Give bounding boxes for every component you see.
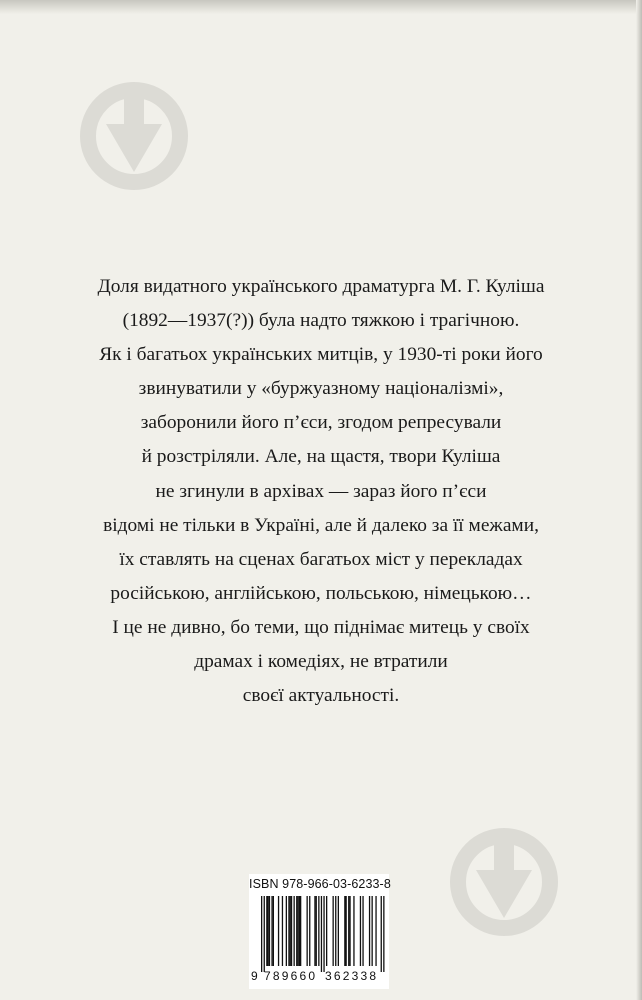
description-line: своєї актуальності. [242,685,400,707]
page-top-edge-shadow [0,0,642,14]
barcode-bar [314,896,315,966]
description-line: І це не дивно, бо теми, що піднімає митець у своїх [112,616,530,638]
isbn-label: ISBN 978-966-03-6233-8 [249,877,391,891]
description-line: звинуватили у «буржуазному націоналізмі», [138,378,504,400]
barcode-bar [353,896,354,966]
barcode-bar [323,896,324,972]
barcode-bar [372,896,373,966]
barcode-bar [360,896,361,966]
barcode-bar [300,896,301,966]
barcode-bar [297,896,298,966]
description-line: відомі не тільки в Україні, але й далеко за її межами, [103,514,539,536]
barcode-bar [269,896,270,966]
description-line: (1892—1937(?)) була надто тяжкою і трагічною. [122,310,520,332]
barcode-bar [333,896,334,966]
barcode-bar [362,896,363,966]
barcode-bar [261,896,262,972]
barcode-bar [307,896,308,966]
barcode-bar [318,896,319,966]
barcode-bar [282,896,283,966]
description-line: Як і багатьох українських митців, у 1930-ті роки його [99,344,543,366]
barcode-bar [294,896,295,966]
barcode-bar [326,896,327,966]
barcode-bar [383,896,384,972]
barcode-bar [344,896,345,966]
barcode-block [249,874,389,989]
ean-left-group: 789660 [264,969,318,983]
barcode-bar [348,896,349,966]
barcode-bar [369,896,370,966]
barcode-bar [346,896,347,966]
barcode-bar [296,896,297,966]
barcode-bar [271,896,272,966]
barcode-bar [309,896,310,966]
barcode-bar [349,896,350,966]
barcode-bar [381,896,382,972]
barcode-bar [278,896,279,966]
barcode-bar [273,896,274,966]
barcode-bar [268,896,269,966]
description-line: драмах і комедіях, не втратили [194,651,448,673]
description-line: російською, англійською, польською, німецькою… [110,582,532,604]
download-arrow-icon [78,80,190,192]
barcode-bar [299,896,300,966]
barcode-bar [286,896,287,966]
ean-digits [249,969,389,985]
description-line: й розстріляли. Але, на щастя, твори Куліша [141,446,501,468]
barcode-bar [264,896,265,972]
barcode-bar [266,896,267,966]
barcode-bar [335,896,336,966]
barcode-bar [316,896,317,966]
barcode-bar [375,896,376,966]
barcode-bar [290,896,291,966]
download-arrow-icon [448,826,560,938]
description-line: заборонили його п’єси, згодом репресували [140,412,502,434]
ean-right-group: 362338 [325,969,379,983]
barcode-bar [291,896,292,966]
description-line: Доля видатного українського драматурга М. Г. Куліша [97,276,545,297]
barcode-bar [288,896,289,966]
ean-first-digit: 9 [251,969,258,983]
book-description [66,270,576,713]
page-right-edge-shadow [636,0,642,1000]
barcode-bar [321,896,322,972]
description-line: їх ставлять на сценах багатьох міст у перекладах [119,548,523,570]
barcode-bar [338,896,339,966]
description-line: не згинули в архівах — зараз його п’єси [155,480,487,502]
